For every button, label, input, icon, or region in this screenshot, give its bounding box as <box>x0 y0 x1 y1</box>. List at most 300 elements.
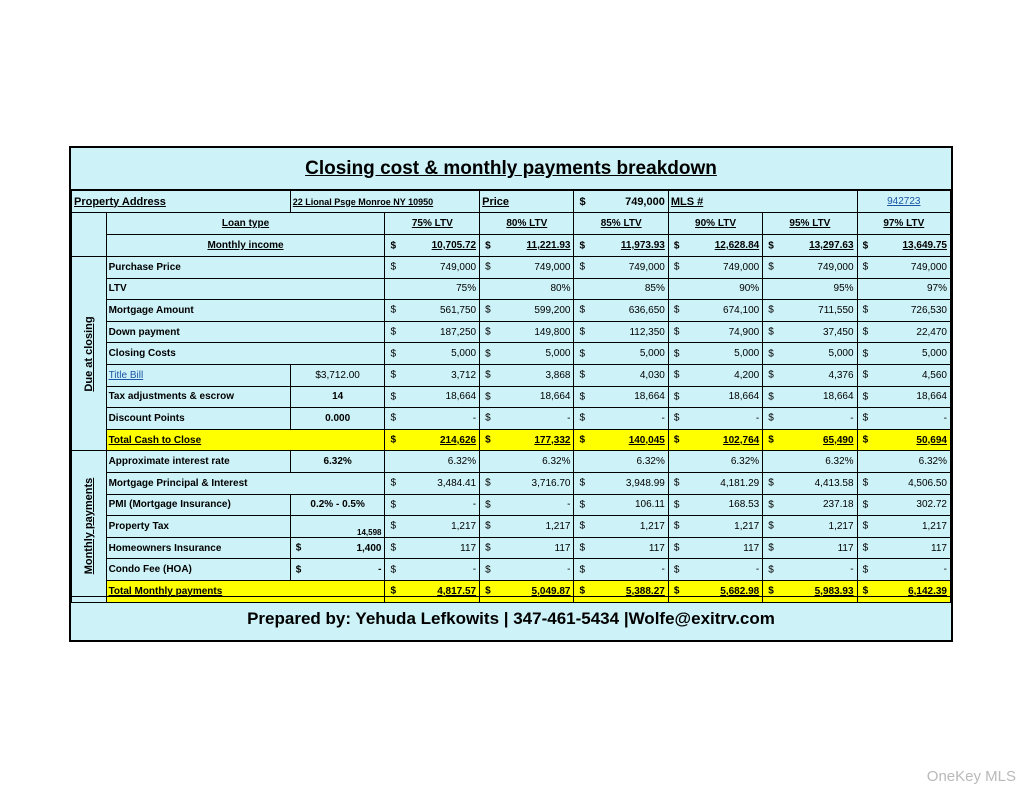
row-label: Tax adjustments & escrow <box>106 386 290 408</box>
row-parameter: 6.32% <box>290 451 385 473</box>
row-value <box>574 343 668 365</box>
currency-sign: $ <box>579 369 586 381</box>
cell-value: - <box>850 412 854 424</box>
row-value <box>763 494 857 516</box>
monthly-income-value <box>480 235 574 257</box>
cell-value: 6,142.39 <box>908 585 947 597</box>
currency-sign: $ <box>768 240 774 251</box>
cell-value: 5,000 <box>639 348 665 360</box>
currency-sign: $ <box>673 348 680 360</box>
cell-value: - <box>567 499 571 511</box>
cell-value: 5,000 <box>828 348 854 360</box>
currency-sign: $ <box>390 240 397 251</box>
cell-value: - <box>567 412 571 424</box>
currency-sign: $ <box>485 499 491 511</box>
currency-sign: $ <box>673 391 680 403</box>
currency-sign: $ <box>768 520 774 532</box>
cell-value: 711,550 <box>818 304 854 316</box>
cell-value: 18,664 <box>634 391 665 403</box>
title-bill-link[interactable]: Title Bill <box>106 364 290 386</box>
row-label: LTV <box>106 278 385 300</box>
cell-value: 50,694 <box>916 434 947 446</box>
cell-value: 5,000 <box>545 348 571 360</box>
cell-value: 102,764 <box>723 434 760 446</box>
currency-sign: $ <box>673 412 680 424</box>
cell-value: 749,000 <box>534 261 571 273</box>
cell-value: 5,388.27 <box>625 585 665 597</box>
cell-value: 1,217 <box>921 520 947 532</box>
row-label: Purchase Price <box>106 257 385 279</box>
currency-sign: $ <box>768 477 774 489</box>
currency-sign: $ <box>485 348 491 360</box>
total-cash-value <box>857 429 950 451</box>
loan-type-label: Loan type <box>106 213 385 235</box>
row-value <box>480 537 574 559</box>
row-label: Closing Costs <box>106 343 385 365</box>
cell-value: 65,490 <box>822 434 854 446</box>
row-value <box>857 559 950 581</box>
cell-value: - <box>850 564 854 576</box>
cell-value: 4,560 <box>921 369 947 381</box>
row-value <box>385 516 480 538</box>
cell-value: 168.53 <box>728 499 760 511</box>
currency-sign: $ <box>390 585 397 597</box>
row-value <box>480 408 574 430</box>
row-label: Mortgage Amount <box>106 300 385 322</box>
cell-value: 4,413.58 <box>814 477 854 489</box>
row-value: 6.32% <box>385 451 480 473</box>
cell-value: 18,664 <box>728 391 760 403</box>
cell-value: - <box>472 564 477 576</box>
currency-sign: $ <box>390 499 397 511</box>
currency-sign: $ <box>390 520 397 532</box>
currency-sign: $ <box>673 520 680 532</box>
currency-sign: $ <box>485 304 491 316</box>
currency-sign: $ <box>673 240 680 251</box>
cell-value: 1,217 <box>734 520 760 532</box>
currency-sign: $ <box>768 499 774 511</box>
currency-sign: $ <box>862 499 869 511</box>
cell-value: - <box>943 564 947 576</box>
cell-value: 18,664 <box>822 391 854 403</box>
cell-value: 4,817.57 <box>437 585 477 597</box>
cell-value: 37,450 <box>822 326 854 338</box>
cell-value: - <box>472 412 477 424</box>
cell-value: 10,705.72 <box>431 240 477 251</box>
row-value <box>857 537 950 559</box>
row-value <box>763 364 857 386</box>
total-cash-label: Total Cash to Close <box>106 429 385 451</box>
row-value <box>574 364 668 386</box>
currency-sign: $ <box>673 434 680 446</box>
currency-sign: $ <box>390 369 397 381</box>
mls-link[interactable]: 942723 <box>857 191 950 213</box>
currency-sign: $ <box>390 304 397 316</box>
row-value <box>574 408 668 430</box>
watermark: OneKey MLS <box>926 768 1016 785</box>
currency-sign: $ <box>862 585 869 597</box>
row-value: 6.32% <box>857 451 950 473</box>
row-value <box>385 494 480 516</box>
section-due-at-closing <box>72 257 107 451</box>
cell-value: 22,470 <box>916 326 947 338</box>
row-value <box>480 386 574 408</box>
currency-sign: $ <box>390 326 397 338</box>
currency-sign: $ <box>579 434 586 446</box>
currency-sign: $ <box>390 542 397 554</box>
row-value <box>480 300 574 322</box>
currency-sign: $ <box>485 434 491 446</box>
currency-sign: $ <box>673 369 680 381</box>
row-value <box>668 472 762 494</box>
row-value <box>857 300 950 322</box>
currency-sign: $ <box>673 477 680 489</box>
currency-sign: $ <box>390 261 397 273</box>
currency-sign: $ <box>579 477 586 489</box>
total-cash-value <box>668 429 762 451</box>
monthly-income-value <box>857 235 950 257</box>
cell-value: 12,628.84 <box>714 240 760 251</box>
cell-value: 237.18 <box>822 499 854 511</box>
row-value <box>763 516 857 538</box>
row-value <box>763 472 857 494</box>
currency-sign: $ <box>295 564 302 576</box>
row-value <box>574 472 668 494</box>
row-value <box>668 257 762 279</box>
cell-value: - <box>943 412 947 424</box>
row-value <box>668 494 762 516</box>
section-label: Monthly payments <box>82 478 95 575</box>
currency-sign: $ <box>862 391 869 403</box>
row-value <box>385 386 480 408</box>
cell-value: 117 <box>743 542 760 554</box>
currency-sign: $ <box>295 542 302 554</box>
row-label: Condo Fee (HOA) <box>106 559 290 581</box>
row-value <box>668 386 762 408</box>
row-value <box>763 559 857 581</box>
row-parameter: 14,598 <box>290 516 385 538</box>
row-value <box>763 408 857 430</box>
row-label: Discount Points <box>106 408 290 430</box>
section-label: Due at closing <box>82 316 95 392</box>
row-value <box>574 537 668 559</box>
row-value <box>763 386 857 408</box>
cell-value: - <box>755 412 760 424</box>
currency-sign: $ <box>673 564 680 576</box>
cell-value: - <box>378 564 382 576</box>
row-value <box>668 559 762 581</box>
row-value: 75% <box>385 278 480 300</box>
row-value <box>480 364 574 386</box>
currency-sign: $ <box>579 585 586 597</box>
breakdown-sheet <box>69 146 953 642</box>
cell-value: 1,217 <box>639 520 665 532</box>
currency-sign: $ <box>579 195 586 208</box>
currency-sign: $ <box>390 477 397 489</box>
row-value <box>857 343 950 365</box>
currency-sign: $ <box>579 499 586 511</box>
cell-value: - <box>567 564 571 576</box>
currency-sign: $ <box>673 326 680 338</box>
cell-value: 749,000 <box>723 261 760 273</box>
cell-value: 674,100 <box>723 304 760 316</box>
cell-value: 1,217 <box>545 520 571 532</box>
blank-side-cell <box>72 213 107 257</box>
total-cash-value <box>480 429 574 451</box>
currency-sign: $ <box>768 304 774 316</box>
row-value: 6.32% <box>480 451 574 473</box>
currency-sign: $ <box>579 240 586 251</box>
cell-value: 149,800 <box>534 326 571 338</box>
row-label: Homeowners Insurance <box>106 537 290 559</box>
cell-value: 177,332 <box>534 434 571 446</box>
ltv-column-header: 75% LTV <box>385 213 480 235</box>
cell-value: 13,297.63 <box>809 240 854 251</box>
row-value <box>763 343 857 365</box>
cell-value: 749,000 <box>817 261 854 273</box>
row-label: Property Tax <box>106 516 290 538</box>
cell-value: 749,000 <box>628 261 665 273</box>
cell-value: - <box>661 412 665 424</box>
row-value: 80% <box>480 278 574 300</box>
ltv-column-header: 90% LTV <box>668 213 762 235</box>
cell-value: 726,530 <box>910 304 947 316</box>
currency-sign: $ <box>768 434 774 446</box>
row-label: PMI (Mortgage Insurance) <box>106 494 290 516</box>
cell-value: 117 <box>460 542 477 554</box>
currency-sign: $ <box>768 391 774 403</box>
row-value <box>385 257 480 279</box>
cell-value: 5,049.87 <box>531 585 571 597</box>
currency-sign: $ <box>579 304 586 316</box>
row-value <box>480 472 574 494</box>
cell-value: 13,649.75 <box>902 240 947 251</box>
currency-sign: $ <box>579 261 586 273</box>
currency-sign: $ <box>862 542 869 554</box>
cell-value: - <box>472 499 477 511</box>
row-parameter <box>290 559 385 581</box>
cell-value: 599,200 <box>534 304 571 316</box>
cell-value: 140,045 <box>628 434 665 446</box>
row-parameter: 0.000 <box>290 408 385 430</box>
cell-value: - <box>755 564 760 576</box>
sheet-title: Closing cost & monthly payments breakdown <box>71 148 951 190</box>
row-value: 90% <box>668 278 762 300</box>
row-value <box>385 321 480 343</box>
cell-value: 112,350 <box>629 326 665 338</box>
row-value <box>480 257 574 279</box>
cell-value: 1,217 <box>828 520 854 532</box>
cell-value: 5,682.98 <box>720 585 760 597</box>
currency-sign: $ <box>485 369 491 381</box>
cell-value: 636,650 <box>628 304 665 316</box>
cell-value: 117 <box>931 542 947 554</box>
row-value <box>857 408 950 430</box>
row-value <box>385 300 480 322</box>
monthly-income-value <box>668 235 762 257</box>
row-value <box>668 321 762 343</box>
cell-value: - <box>661 564 665 576</box>
cell-value: 11,221.93 <box>526 240 571 251</box>
cell-value: 3,948.99 <box>625 477 665 489</box>
ltv-column-header: 95% LTV <box>763 213 857 235</box>
currency-sign: $ <box>485 585 491 597</box>
currency-sign: $ <box>673 542 680 554</box>
row-value <box>480 494 574 516</box>
row-value <box>574 257 668 279</box>
cell-value: 5,983.93 <box>814 585 854 597</box>
row-value: 95% <box>763 278 857 300</box>
ltv-column-header: 80% LTV <box>480 213 574 235</box>
address-value: 22 Lional Psge Monroe NY 10950 <box>290 191 479 213</box>
currency-sign: $ <box>579 564 586 576</box>
cell-value: 187,250 <box>439 326 477 338</box>
cell-value: 18,664 <box>916 391 947 403</box>
currency-sign: $ <box>579 412 586 424</box>
row-label: Mortgage Principal & Interest <box>106 472 385 494</box>
cell-value: 749,000 <box>439 261 477 273</box>
cell-value: 1,400 <box>356 542 382 554</box>
row-value <box>668 300 762 322</box>
cell-value: 106.11 <box>635 499 665 511</box>
currency-sign: $ <box>485 542 491 554</box>
row-value <box>763 321 857 343</box>
row-value <box>857 321 950 343</box>
row-parameter: $3,712.00 <box>290 364 385 386</box>
currency-sign: $ <box>862 261 869 273</box>
currency-sign: $ <box>485 477 491 489</box>
price-value <box>574 191 668 213</box>
row-label: Down payment <box>106 321 385 343</box>
cell-value: 1,217 <box>451 520 477 532</box>
currency-sign: $ <box>862 434 869 446</box>
row-value <box>385 364 480 386</box>
currency-sign: $ <box>579 542 586 554</box>
row-value <box>668 343 762 365</box>
mls-label: MLS # <box>668 191 857 213</box>
row-value <box>857 364 950 386</box>
currency-sign: $ <box>485 520 491 532</box>
currency-sign: $ <box>485 564 491 576</box>
currency-sign: $ <box>673 304 680 316</box>
currency-sign: $ <box>673 261 680 273</box>
section-monthly-payments <box>72 451 107 602</box>
row-parameter <box>290 537 385 559</box>
currency-sign: $ <box>768 369 774 381</box>
row-value: 85% <box>574 278 668 300</box>
cell-value: 117 <box>648 542 665 554</box>
row-value: 97% <box>857 278 950 300</box>
currency-sign: $ <box>862 520 869 532</box>
currency-sign: $ <box>390 564 397 576</box>
row-value <box>480 516 574 538</box>
currency-sign: $ <box>768 564 774 576</box>
monthly-income-value <box>385 235 480 257</box>
price-label: Price <box>480 191 574 213</box>
currency-sign: $ <box>768 348 774 360</box>
cell-value: 749,000 <box>910 261 947 273</box>
monthly-income-label: Monthly income <box>106 235 385 257</box>
currency-sign: $ <box>862 348 869 360</box>
row-parameter: 0.2% - 0.5% <box>290 494 385 516</box>
row-value: 6.32% <box>574 451 668 473</box>
currency-sign: $ <box>768 412 774 424</box>
cell-value: 3,716.70 <box>531 477 571 489</box>
cell-value: 4,506.50 <box>908 477 947 489</box>
currency-sign: $ <box>390 348 397 360</box>
currency-sign: $ <box>485 391 491 403</box>
currency-sign: $ <box>485 412 491 424</box>
currency-sign: $ <box>862 564 869 576</box>
total-cash-value <box>763 429 857 451</box>
row-value <box>574 321 668 343</box>
row-value <box>385 408 480 430</box>
row-value <box>668 408 762 430</box>
row-value <box>480 559 574 581</box>
currency-sign: $ <box>862 412 869 424</box>
row-value <box>668 364 762 386</box>
currency-sign: $ <box>673 499 680 511</box>
row-value <box>857 386 950 408</box>
row-parameter: 14 <box>290 386 385 408</box>
currency-sign: $ <box>579 348 586 360</box>
currency-sign: $ <box>390 391 397 403</box>
row-value <box>574 494 668 516</box>
row-value <box>385 472 480 494</box>
row-value <box>480 321 574 343</box>
prepared-by-footer: Prepared by: Yehuda Lefkowits | 347-461-5434 |Wolfe@exitrv.com <box>71 596 951 640</box>
row-value: 6.32% <box>763 451 857 473</box>
row-value <box>763 300 857 322</box>
row-value <box>574 516 668 538</box>
cell-value: 18,664 <box>445 391 477 403</box>
currency-sign: $ <box>862 326 869 338</box>
cell-value: 4,376 <box>828 369 854 381</box>
currency-sign: $ <box>862 369 869 381</box>
row-label: Approximate interest rate <box>106 451 290 473</box>
cell-value: 4,181.29 <box>720 477 760 489</box>
currency-sign: $ <box>485 261 491 273</box>
row-value <box>857 257 950 279</box>
row-value <box>668 537 762 559</box>
currency-sign: $ <box>673 585 680 597</box>
cell-value: 74,900 <box>728 326 760 338</box>
cell-value: 302.72 <box>916 499 947 511</box>
currency-sign: $ <box>768 261 774 273</box>
row-value <box>574 386 668 408</box>
row-value <box>574 300 668 322</box>
cell-value: 11,973.93 <box>620 240 665 251</box>
monthly-income-value <box>763 235 857 257</box>
cell-value: 117 <box>554 542 571 554</box>
row-value <box>668 516 762 538</box>
cell-value: 5,000 <box>451 348 477 360</box>
currency-sign: $ <box>579 520 586 532</box>
currency-sign: $ <box>485 326 491 338</box>
cell-value: 4,200 <box>734 369 760 381</box>
ltv-column-header: 85% LTV <box>574 213 668 235</box>
cell-value: 5,000 <box>921 348 947 360</box>
total-cash-value <box>385 429 480 451</box>
row-value <box>763 537 857 559</box>
currency-sign: $ <box>579 326 586 338</box>
total-cash-value <box>574 429 668 451</box>
row-value: 6.32% <box>668 451 762 473</box>
cell-value: 3,868 <box>545 369 571 381</box>
currency-sign: $ <box>862 240 869 251</box>
row-value <box>385 343 480 365</box>
row-value <box>574 559 668 581</box>
